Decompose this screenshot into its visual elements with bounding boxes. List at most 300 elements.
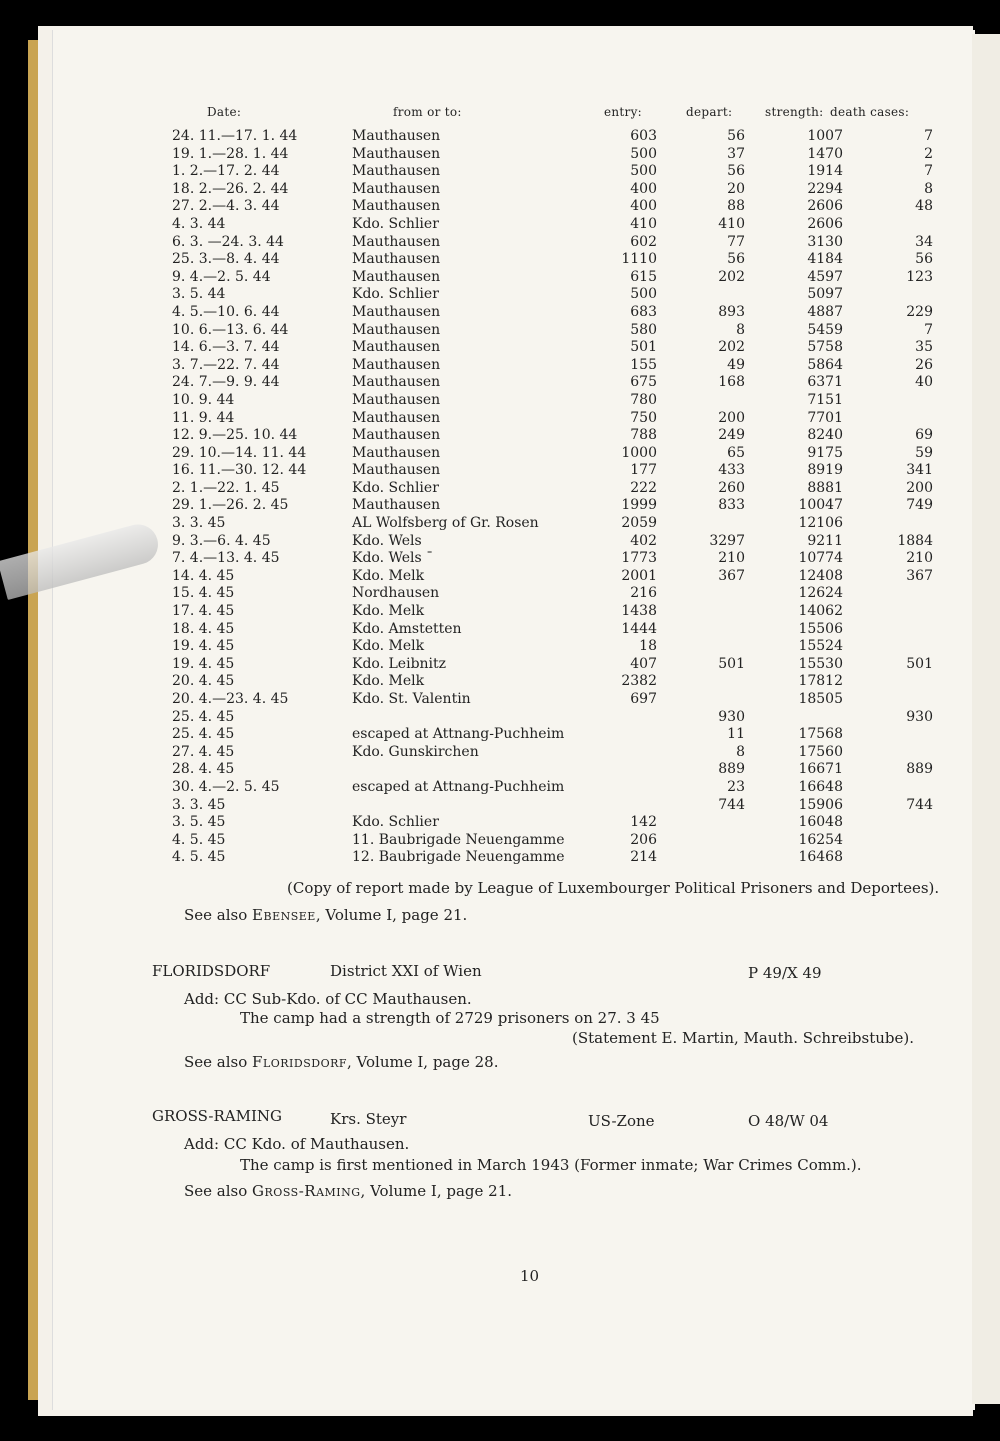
cell-depart: 20 <box>727 180 745 197</box>
cell-entry: 500 <box>630 163 657 180</box>
cell-strength: 6371 <box>807 374 843 391</box>
cell-entry: 1438 <box>621 603 657 620</box>
table-row <box>160 392 933 410</box>
cell-entry <box>617 726 657 744</box>
gross-raming-zone: US-Zone <box>588 1112 655 1130</box>
cell-from-to: Mauthausen <box>352 180 441 197</box>
cell-death-cases <box>843 779 933 797</box>
cell-strength: 8240 <box>807 427 843 444</box>
cell-depart <box>657 832 745 850</box>
cell-entry: 177 <box>630 462 657 479</box>
table-row <box>160 550 933 568</box>
cell-from-to: Mauthausen <box>352 251 441 268</box>
cell-entry: 788 <box>630 427 657 444</box>
header-strength: strength: <box>765 105 824 119</box>
cell-date: 18. 4. 45 <box>172 620 235 637</box>
table-row <box>160 691 933 709</box>
table-row <box>160 146 933 164</box>
table-row <box>160 814 933 832</box>
cell-strength: 2606 <box>807 198 843 215</box>
cell-entry: 500 <box>630 145 657 162</box>
cell-from-to: 11. Baubrigade Neuengamme <box>352 831 565 848</box>
cell-from-to: Kdo. Amstetten <box>352 620 462 637</box>
cell-entry <box>617 744 657 762</box>
cell-entry: 2001 <box>621 567 657 584</box>
cell-from-to: Mauthausen <box>352 391 441 408</box>
gross-raming-title: GROSS-RAMING <box>152 1107 282 1125</box>
cell-entry: 2382 <box>621 673 657 690</box>
cell-depart: 893 <box>718 303 745 320</box>
cell-date: 1. 2.—17. 2. 44 <box>172 163 280 180</box>
header-death: death cases: <box>830 105 910 119</box>
cell-date: 7. 4.—13. 4. 45 <box>172 550 280 567</box>
cell-from-to <box>352 709 617 727</box>
cell-strength: 5459 <box>807 321 843 338</box>
cell-death-cases <box>843 410 933 428</box>
cell-strength: 1470 <box>807 145 843 162</box>
cell-death-cases: 210 <box>906 550 933 567</box>
table-row <box>160 181 933 199</box>
cell-depart: 11 <box>727 726 745 743</box>
cell-strength: 2606 <box>807 215 843 232</box>
table-row <box>160 797 933 815</box>
cell-strength: 9175 <box>807 444 843 461</box>
table-row <box>160 497 933 515</box>
cell-strength: 1007 <box>807 128 843 144</box>
cell-date: 29. 10.—14. 11. 44 <box>172 444 307 461</box>
cell-from-to: AL Wolfsberg of Gr. Rosen <box>352 515 539 532</box>
cell-death-cases: 930 <box>906 708 933 725</box>
cell-death-cases: 749 <box>906 497 933 514</box>
cell-date: 3. 5. 45 <box>172 814 226 831</box>
cell-entry <box>617 761 657 779</box>
cell-date: 12. 9.—25. 10. 44 <box>172 427 298 444</box>
cell-depart: 410 <box>718 215 745 232</box>
cell-entry: 580 <box>630 321 657 338</box>
cell-from-to: Mauthausen <box>352 128 441 144</box>
cell-entry: 1110 <box>621 251 657 268</box>
cell-date: 25. 4. 45 <box>172 708 235 725</box>
cell-entry: 1000 <box>621 444 657 461</box>
cell-depart: 77 <box>727 233 745 250</box>
cell-entry: 603 <box>630 128 657 144</box>
cell-from-to: Kdo. Melk <box>352 673 425 690</box>
cell-date: 4. 3. 44 <box>172 215 226 232</box>
cell-from-to: Kdo. Leibnitz <box>352 655 447 672</box>
cell-date: 27. 4. 45 <box>172 743 235 760</box>
cell-depart: 88 <box>727 198 745 215</box>
cell-date: 20. 4. 45 <box>172 673 235 690</box>
cell-date: 16. 11.—30. 12. 44 <box>172 462 307 479</box>
floridsdorf-title: FLORIDSDORF <box>152 962 271 980</box>
cell-death-cases: 341 <box>906 462 933 479</box>
cell-depart <box>657 515 745 533</box>
cell-depart <box>657 585 745 603</box>
cell-strength: 18505 <box>798 691 843 707</box>
cell-strength: 2294 <box>807 180 843 197</box>
cell-entry: 675 <box>630 374 657 391</box>
table-row <box>160 568 933 586</box>
gross-raming-district: Krs. Steyr <box>330 1110 407 1128</box>
cell-depart: 3297 <box>709 532 745 549</box>
cell-from-to: Mauthausen <box>352 427 441 444</box>
cell-date: 25. 4. 45 <box>172 726 235 743</box>
cell-date: 3. 7.—22. 7. 44 <box>172 356 280 373</box>
cell-date: 19. 1.—28. 1. 44 <box>172 145 289 162</box>
cell-date: 28. 4. 45 <box>172 761 235 778</box>
cell-death-cases <box>843 814 933 832</box>
cell-date: 4. 5. 45 <box>172 831 226 848</box>
cell-death-cases: 367 <box>906 567 933 584</box>
cell-date: 27. 2.—4. 3. 44 <box>172 198 280 215</box>
cell-entry: 697 <box>630 691 657 707</box>
cell-strength: 16254 <box>798 831 843 848</box>
cell-date: 3. 3. 45 <box>172 796 226 813</box>
cell-death-cases: 1884 <box>897 532 933 549</box>
cell-entry: 410 <box>630 215 657 232</box>
table-row <box>160 304 933 322</box>
cell-from-to: Mauthausen <box>352 321 441 338</box>
cell-depart: 65 <box>727 444 745 461</box>
cell-death-cases: 69 <box>915 427 933 444</box>
cell-death-cases <box>843 603 933 621</box>
table-row <box>160 234 933 252</box>
cell-death-cases <box>843 691 933 709</box>
cell-from-to: Mauthausen <box>352 497 441 514</box>
floridsdorf-text: The camp had a strength of 2729 prisoners on 27. 3 45 <box>240 1009 660 1027</box>
cell-date: 14. 4. 45 <box>172 567 235 584</box>
header-from-to: from or to: <box>393 105 462 119</box>
cell-entry: 1444 <box>621 620 657 637</box>
cell-date: 4. 5. 45 <box>172 849 226 866</box>
cell-strength: 17560 <box>798 743 843 760</box>
gross-raming-add: Add: CC Kdo. of Mauthausen. <box>184 1135 410 1153</box>
cell-strength: 9211 <box>807 532 843 549</box>
cell-depart: 889 <box>718 761 745 778</box>
table-row <box>160 744 933 762</box>
cell-strength: 15524 <box>798 638 843 655</box>
cell-death-cases <box>843 744 933 762</box>
cell-entry: 780 <box>630 391 657 408</box>
cell-from-to <box>352 761 617 779</box>
table-row <box>160 832 933 850</box>
cell-entry: 500 <box>630 286 657 303</box>
cell-from-to: Mauthausen <box>352 462 441 479</box>
cell-strength: 5758 <box>807 339 843 356</box>
cell-date: 15. 4. 45 <box>172 585 235 602</box>
table-row <box>160 462 933 480</box>
cell-death-cases: 48 <box>915 198 933 215</box>
cell-date: 10. 6.—13. 6. 44 <box>172 321 289 338</box>
cell-entry: 155 <box>630 356 657 373</box>
cell-from-to: Kdo. St. Valentin <box>352 691 471 707</box>
cell-death-cases: 744 <box>906 796 933 813</box>
cell-depart: 433 <box>718 462 745 479</box>
cell-strength: 17812 <box>798 673 843 690</box>
cell-depart: 8 <box>736 743 745 760</box>
cell-strength: 15530 <box>798 655 843 672</box>
floridsdorf-district: District XXI of Wien <box>330 962 482 980</box>
cell-strength: 7701 <box>807 409 843 426</box>
cell-date: 17. 4. 45 <box>172 603 235 620</box>
see-also-ebensee: See also Ebensee, Volume I, page 21. <box>184 906 468 924</box>
cell-strength: 12624 <box>798 585 843 602</box>
cell-death-cases: 7 <box>924 163 933 180</box>
cell-depart: 210 <box>718 550 745 567</box>
cell-from-to: Kdo. Melk <box>352 638 425 655</box>
table-row <box>160 374 933 392</box>
cell-strength: 16468 <box>798 849 843 866</box>
cell-from-to: Kdo. Schlier <box>352 814 439 831</box>
cell-from-to: Mauthausen <box>352 233 441 250</box>
table-row <box>160 585 933 603</box>
gross-raming-text: The camp is first mentioned in March 1943 (Former inmate; War Crimes Comm.). <box>240 1156 862 1174</box>
cell-from-to: Nordhausen <box>352 585 440 602</box>
cell-from-to: Kdo. Schlier <box>352 215 439 232</box>
cell-death-cases <box>843 286 933 304</box>
table-row <box>160 515 933 533</box>
cell-from-to: Mauthausen <box>352 163 441 180</box>
cell-from-to: Mauthausen <box>352 268 441 285</box>
header-depart: depart: <box>686 105 733 119</box>
cell-date: 25. 3.—8. 4. 44 <box>172 251 280 268</box>
cell-from-to: Mauthausen <box>352 374 441 391</box>
cell-death-cases: 59 <box>915 444 933 461</box>
table-row <box>160 533 933 551</box>
cell-from-to: Kdo. Melk <box>352 603 425 620</box>
floridsdorf-ref: P 49/X 49 <box>748 964 822 982</box>
cell-from-to: Mauthausen <box>352 409 441 426</box>
table-row <box>160 638 933 656</box>
cell-from-to: Kdo. Wels ˉ <box>352 550 434 567</box>
table-row <box>160 339 933 357</box>
table-row <box>160 322 933 340</box>
cell-death-cases: 56 <box>915 251 933 268</box>
header-entry: entry: <box>604 105 643 119</box>
cell-death-cases: 889 <box>906 761 933 778</box>
cell-entry: 222 <box>630 479 657 496</box>
cell-death-cases: 40 <box>915 374 933 391</box>
cell-strength: 5097 <box>807 286 843 303</box>
cell-entry: 750 <box>630 409 657 426</box>
cell-depart <box>657 638 745 656</box>
cell-strength: 4184 <box>807 251 843 268</box>
cell-depart <box>657 673 745 691</box>
cell-entry: 142 <box>630 814 657 831</box>
cell-death-cases <box>843 621 933 639</box>
cell-entry: 216 <box>630 585 657 602</box>
cell-depart <box>657 849 745 867</box>
cell-depart: 56 <box>727 163 745 180</box>
cell-from-to: escaped at Attnang-Puchheim <box>352 726 565 743</box>
cell-depart <box>657 691 745 709</box>
table-row <box>160 269 933 287</box>
cell-strength: 12106 <box>798 515 843 532</box>
cell-depart: 249 <box>718 427 745 444</box>
cell-from-to: Mauthausen <box>352 145 441 162</box>
cell-depart: 833 <box>718 497 745 514</box>
cell-depart: 260 <box>718 479 745 496</box>
cell-strength: 8919 <box>807 462 843 479</box>
cell-entry: 18 <box>639 638 657 655</box>
cell-entry: 407 <box>630 655 657 672</box>
cell-date: 4. 5.—10. 6. 44 <box>172 303 280 320</box>
cell-from-to: Mauthausen <box>352 444 441 461</box>
cell-depart: 202 <box>718 268 745 285</box>
cell-death-cases <box>843 515 933 533</box>
page-number: 10 <box>520 1267 540 1285</box>
cell-death-cases: 123 <box>906 268 933 285</box>
cell-death-cases <box>843 673 933 691</box>
cell-from-to: Kdo. Schlier <box>352 286 439 303</box>
cell-depart: 202 <box>718 339 745 356</box>
cell-strength: 1914 <box>807 163 843 180</box>
cell-entry: 206 <box>630 831 657 848</box>
cell-depart: 56 <box>727 251 745 268</box>
cell-strength: 3130 <box>807 233 843 250</box>
cell-depart <box>657 603 745 621</box>
cell-date: 29. 1.—26. 2. 45 <box>172 497 289 514</box>
table-row <box>160 603 933 621</box>
cell-from-to: Kdo. Wels <box>352 532 422 549</box>
cell-date: 30. 4.—2. 5. 45 <box>172 778 280 795</box>
cell-death-cases: 229 <box>906 303 933 320</box>
table-row <box>160 410 933 428</box>
cell-depart: 56 <box>727 128 745 144</box>
cell-death-cases <box>843 585 933 603</box>
cell-entry <box>617 797 657 815</box>
cell-death-cases: 8 <box>924 180 933 197</box>
cell-date: 19. 4. 45 <box>172 655 235 672</box>
ref-gross-raming: Gross-Raming <box>252 1182 361 1200</box>
table-row <box>160 761 933 779</box>
table-row <box>160 621 933 639</box>
cell-date: 3. 3. 45 <box>172 515 226 532</box>
cell-entry: 2059 <box>621 515 657 532</box>
cell-depart: 8 <box>736 321 745 338</box>
cell-death-cases: 501 <box>906 655 933 672</box>
cell-depart <box>657 392 745 410</box>
cell-strength: 8881 <box>807 479 843 496</box>
table-row <box>160 163 933 181</box>
cell-strength: 15506 <box>798 620 843 637</box>
cell-entry: 602 <box>630 233 657 250</box>
cell-entry: 683 <box>630 303 657 320</box>
cell-depart: 23 <box>727 778 745 795</box>
cell-from-to: escaped at Attnang-Puchheim <box>352 778 565 795</box>
table-row <box>160 251 933 269</box>
table-row <box>160 445 933 463</box>
report-note: (Copy of report made by League of Luxembourger Political Prisoners and Deportees). <box>287 879 940 897</box>
cell-date: 9. 3.—6. 4. 45 <box>172 532 271 549</box>
cell-date: 9. 4.—2. 5. 44 <box>172 268 271 285</box>
cell-from-to: Mauthausen <box>352 339 441 356</box>
cell-entry <box>617 779 657 797</box>
cell-strength: 16048 <box>798 814 843 831</box>
table-row <box>160 709 933 727</box>
table-row <box>160 357 933 375</box>
cell-from-to: 12. Baubrigade Neuengamme <box>352 849 565 866</box>
cell-death-cases <box>843 638 933 656</box>
cell-from-to: Mauthausen <box>352 198 441 215</box>
cell-from-to: Kdo. Schlier <box>352 479 439 496</box>
cell-date: 6. 3. —24. 3. 44 <box>172 233 284 250</box>
cell-depart: 37 <box>727 145 745 162</box>
cell-death-cases: 2 <box>924 145 933 162</box>
cell-death-cases <box>843 392 933 410</box>
cell-entry: 1773 <box>621 550 657 567</box>
cell-date: 2. 1.—22. 1. 45 <box>172 479 280 496</box>
cell-depart: 501 <box>718 655 745 672</box>
cell-entry: 400 <box>630 198 657 215</box>
table-row <box>160 849 933 867</box>
cell-from-to: Mauthausen <box>352 356 441 373</box>
cell-strength: 4887 <box>807 303 843 320</box>
table-row <box>160 656 933 674</box>
cell-death-cases: 200 <box>906 479 933 496</box>
cell-strength: 7151 <box>807 391 843 408</box>
cell-from-to: Mauthausen <box>352 303 441 320</box>
cell-depart: 49 <box>727 356 745 373</box>
cell-strength <box>745 709 843 727</box>
cell-strength: 15906 <box>798 796 843 813</box>
see-also-floridsdorf: See also Floridsdorf, Volume I, page 28. <box>184 1053 499 1071</box>
header-date: Date: <box>207 105 242 119</box>
table-row <box>160 128 933 146</box>
cell-depart: 367 <box>718 567 745 584</box>
cell-from-to: Kdo. Melk <box>352 567 425 584</box>
cell-date: 24. 11.—17. 1. 44 <box>172 128 298 144</box>
cell-death-cases: 34 <box>915 233 933 250</box>
facing-page-edge <box>972 34 1000 1404</box>
table-row <box>160 216 933 234</box>
cell-entry: 402 <box>630 532 657 549</box>
cell-depart: 200 <box>718 409 745 426</box>
cell-strength: 10774 <box>798 550 843 567</box>
cell-from-to <box>352 797 617 815</box>
cell-entry: 214 <box>630 849 657 866</box>
cell-date: 19. 4. 45 <box>172 638 235 655</box>
cell-depart: 930 <box>718 708 745 725</box>
cell-depart <box>657 286 745 304</box>
cell-strength: 14062 <box>798 603 843 620</box>
cell-death-cases <box>843 832 933 850</box>
cell-entry: 501 <box>630 339 657 356</box>
cell-death-cases <box>843 849 933 867</box>
cell-death-cases: 26 <box>915 356 933 373</box>
table-row <box>160 726 933 744</box>
cell-strength: 4597 <box>807 268 843 285</box>
ref-ebensee: Ebensee <box>252 906 316 924</box>
cell-strength: 17568 <box>798 726 843 743</box>
gross-raming-ref: O 48/W 04 <box>748 1112 829 1130</box>
table-row <box>160 673 933 691</box>
table-row <box>160 198 933 216</box>
cell-date: 3. 5. 44 <box>172 286 226 303</box>
cell-death-cases <box>843 216 933 234</box>
cell-strength: 10047 <box>798 497 843 514</box>
cell-death-cases: 35 <box>915 339 933 356</box>
cell-death-cases: 7 <box>924 128 933 144</box>
table-row <box>160 480 933 498</box>
cell-entry: 1999 <box>621 497 657 514</box>
cell-depart <box>657 621 745 639</box>
cell-depart: 744 <box>718 796 745 813</box>
transport-table <box>160 128 933 867</box>
cell-date: 24. 7.—9. 9. 44 <box>172 374 280 391</box>
table-row <box>160 286 933 304</box>
floridsdorf-statement: (Statement E. Martin, Mauth. Schreibstube). <box>572 1029 914 1047</box>
